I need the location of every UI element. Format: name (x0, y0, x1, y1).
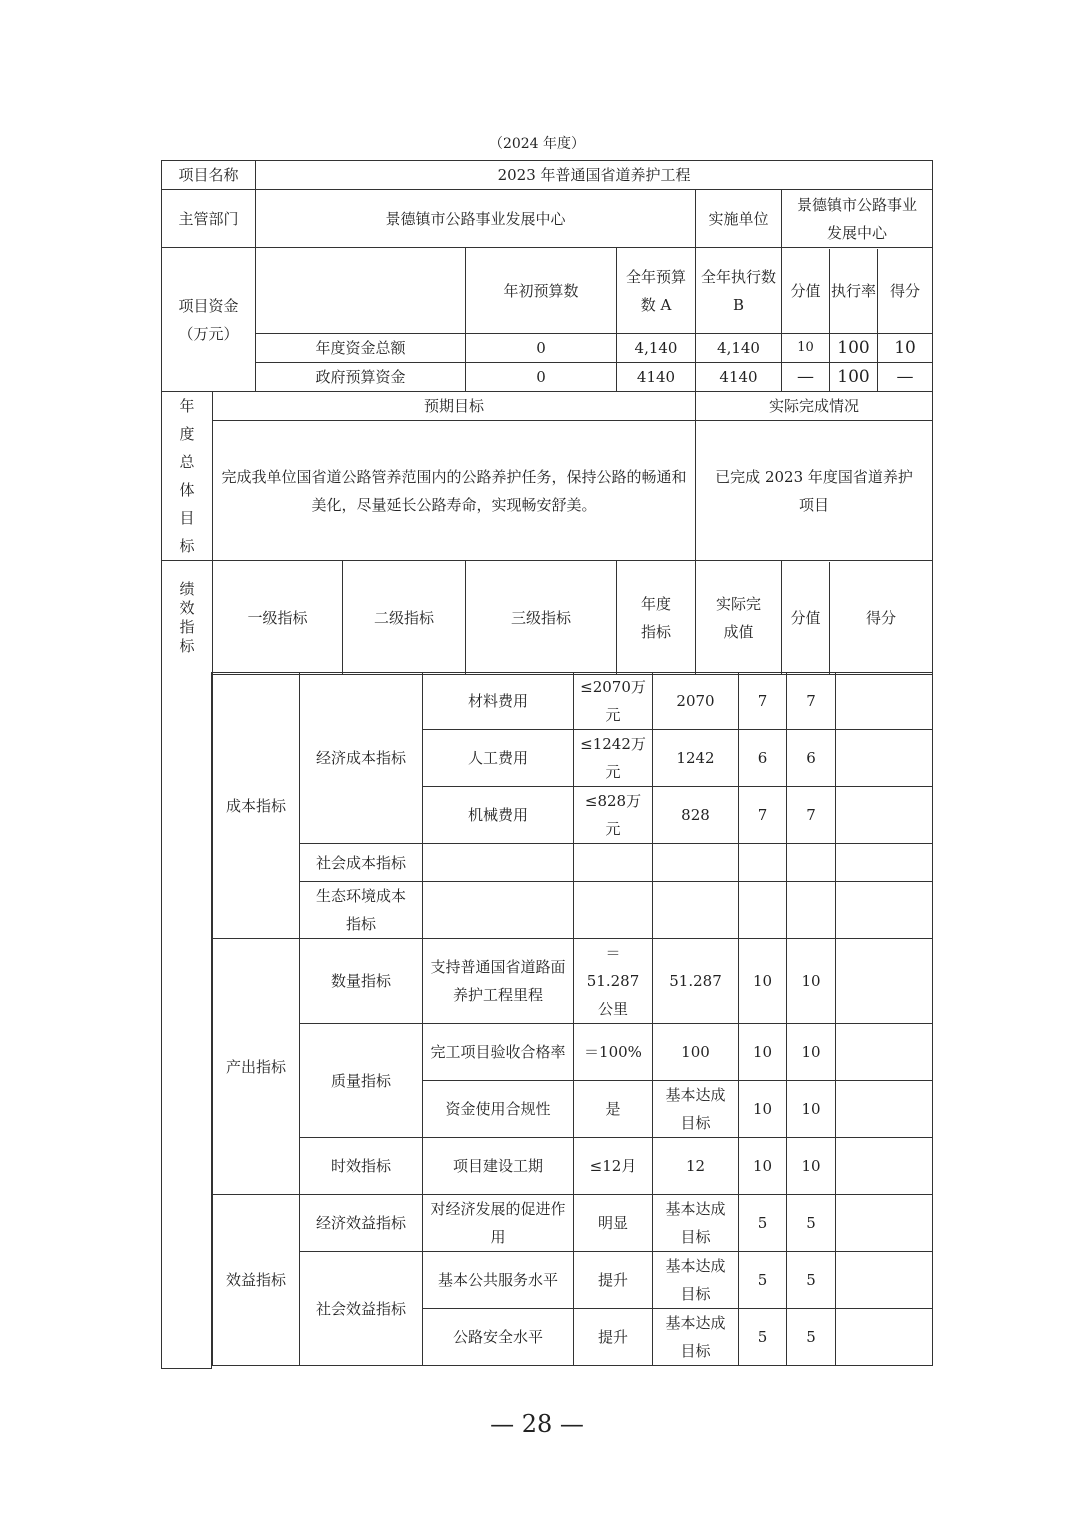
indicator-actual: 基本达成目标 (653, 1252, 739, 1309)
cost-eco: 生态环境成本指标 (300, 882, 423, 939)
empty-cell (836, 882, 933, 939)
funds-row-score-value: 10 (782, 334, 830, 362)
indicator-score: 10 (787, 1024, 836, 1081)
funds-row-annual: 4,140 (617, 334, 696, 363)
project-name-label: 项目名称 (162, 161, 256, 190)
indicator-target: ≤2070万元 (574, 673, 653, 730)
indicator-actual: 2070 (653, 673, 739, 730)
indicator-actual: 基本达成目标 (653, 1081, 739, 1138)
indicator-actual: 1242 (653, 730, 739, 787)
indicator-name: 材料费用 (423, 673, 574, 730)
funds-row-exec-rate: 100 (830, 334, 878, 362)
funds-header-scores (782, 248, 933, 334)
indicator-deviation (836, 1195, 933, 1252)
indicator-target: ≤12月 (574, 1138, 653, 1195)
indicator-name: 基本公共服务水平 (423, 1252, 574, 1309)
indicator-score-value: 7 (739, 787, 787, 844)
output-quantity: 数量指标 (300, 939, 423, 1024)
indicator-deviation (836, 1024, 933, 1081)
indicator-name: 项目建设工期 (423, 1138, 574, 1195)
indicator-target: ＝51.287公里 (574, 939, 653, 1024)
indicator-target: 明显 (574, 1195, 653, 1252)
indicator-score-value: 5 (739, 1195, 787, 1252)
indicator-target: 提升 (574, 1252, 653, 1309)
empty-cell (574, 882, 653, 939)
indicator-deviation (836, 1252, 933, 1309)
output-timeliness: 时效指标 (300, 1138, 423, 1195)
indicator-deviation (836, 1081, 933, 1138)
report-subtitle: （2024 年度） (488, 136, 586, 152)
empty-cell (653, 844, 739, 882)
empty-cell (653, 882, 739, 939)
indicator-deviation (836, 939, 933, 1024)
indicator-actual: 12 (653, 1138, 739, 1195)
funds-row-scores (782, 363, 933, 392)
indicator-actual: 基本达成目标 (653, 1309, 739, 1366)
indicator-name: 人工费用 (423, 730, 574, 787)
funds-row-name: 年度资金总额 (256, 334, 466, 363)
indicator-score-value: 10 (739, 939, 787, 1024)
cost-economic: 经济成本指标 (300, 673, 423, 844)
perf-header-scores (782, 561, 933, 675)
perf-header-target: 年度指标 (617, 561, 696, 675)
funds-row-executed: 4,140 (696, 334, 782, 363)
overall-expected-text: 完成我单位国省道公路管养范围内的公路养护任务，保持公路的畅通和美化，尽量延长公路寿命，实现畅安舒美。 (213, 421, 696, 561)
funds-row-score: 10 (894, 338, 916, 358)
performance-detail-table (212, 672, 933, 1366)
funds-label: 项目资金（万元） (162, 248, 256, 392)
empty-cell (423, 844, 574, 882)
indicator-actual: 828 (653, 787, 739, 844)
indicator-score-value: 5 (739, 1252, 787, 1309)
impl-label: 实施单位 (696, 190, 782, 248)
indicator-target: 提升 (574, 1309, 653, 1366)
funds-row-name: 政府预算资金 (256, 363, 466, 392)
indicator-name: 完工项目验收合格率 (423, 1024, 574, 1081)
output-quality: 质量指标 (300, 1024, 423, 1138)
indicator-deviation (836, 730, 933, 787)
cost-social: 社会成本指标 (300, 844, 423, 882)
indicator-actual: 51.287 (653, 939, 739, 1024)
funds-row-initial: 0 (466, 363, 617, 392)
perf-header-score-value: 分值 (782, 562, 830, 674)
funds-row-initial: 0 (466, 334, 617, 363)
indicator-score: 6 (787, 730, 836, 787)
indicator-score-value: 10 (739, 1024, 787, 1081)
overall-expected-header: 预期目标 (213, 392, 696, 421)
indicator-name: 机械费用 (423, 787, 574, 844)
benefit-economic: 经济效益指标 (300, 1195, 423, 1252)
output-level1: 产出指标 (213, 939, 300, 1195)
indicator-score: 10 (787, 1081, 836, 1138)
indicator-target: ＝100% (574, 1024, 653, 1081)
indicator-score-value: 5 (739, 1309, 787, 1366)
perf-label-text: 绩效指标 (179, 579, 195, 655)
funds-header-exec-rate: 执行率 (830, 249, 878, 333)
indicator-deviation (836, 673, 933, 730)
indicator-target: ≤1242万元 (574, 730, 653, 787)
funds-header-executed: 全年执行数 B (696, 248, 782, 334)
indicator-score: 5 (787, 1252, 836, 1309)
indicator-score: 10 (787, 939, 836, 1024)
indicator-score: 10 (787, 1138, 836, 1195)
indicator-score-value: 7 (739, 673, 787, 730)
benefit-social: 社会效益指标 (300, 1252, 423, 1366)
indicator-deviation (836, 1138, 933, 1195)
funds-header-score: 得分 (890, 281, 921, 300)
funds-row-executed: 4140 (696, 363, 782, 392)
indicator-score: 7 (787, 673, 836, 730)
funds-header-score-value: 分值 (782, 249, 830, 333)
benefit-level1: 效益指标 (213, 1195, 300, 1366)
dept-value: 景德镇市公路事业发展中心 (256, 190, 696, 248)
funds-row-scores (782, 334, 933, 363)
indicator-score: 5 (787, 1309, 836, 1366)
funds-header-annual: 全年预算数 A (617, 248, 696, 334)
overall-label (162, 392, 213, 561)
perf-header-level3: 三级指标 (466, 561, 617, 675)
indicator-score: 7 (787, 787, 836, 844)
empty-cell (423, 882, 574, 939)
indicator-score-value: 10 (739, 1138, 787, 1195)
project-name-value: 2023 年普通国省道养护工程 (256, 161, 933, 190)
cost-level1: 成本指标 (213, 673, 300, 939)
performance-table (161, 160, 933, 675)
indicator-actual: 100 (653, 1024, 739, 1081)
empty-cell (787, 882, 836, 939)
indicator-name: 资金使用合规性 (423, 1081, 574, 1138)
indicator-deviation (836, 787, 933, 844)
empty-cell (787, 844, 836, 882)
funds-row-score-value: — (782, 363, 830, 391)
indicator-score-value: 10 (739, 1081, 787, 1138)
empty-cell (836, 844, 933, 882)
perf-header-level1: 一级指标 (213, 561, 343, 675)
perf-label (162, 561, 213, 675)
perf-header-level2: 二级指标 (343, 561, 466, 675)
funds-header-initial: 年初预算数 (466, 248, 617, 334)
indicator-target: ≤828万元 (574, 787, 653, 844)
indicator-name: 公路安全水平 (423, 1309, 574, 1366)
funds-row-exec-rate: 100 (830, 363, 878, 391)
indicator-score-value: 6 (739, 730, 787, 787)
empty-cell (739, 844, 787, 882)
overall-actual-text: 已完成 2023 年度国省道养护项目 (696, 421, 933, 561)
indicator-actual: 基本达成目标 (653, 1195, 739, 1252)
indicator-score: 5 (787, 1195, 836, 1252)
perf-label-strip (161, 672, 212, 1369)
overall-actual-header: 实际完成情况 (696, 392, 933, 421)
empty-cell (574, 844, 653, 882)
dept-label: 主管部门 (162, 190, 256, 248)
impl-value: 景德镇市公路事业发展中心 (782, 190, 933, 248)
indicator-target: 是 (574, 1081, 653, 1138)
empty-cell (739, 882, 787, 939)
perf-header-score: 得分 (866, 608, 897, 627)
page-number: — 28 — (490, 1410, 584, 1438)
funds-row-annual: 4140 (617, 363, 696, 392)
overall-label-text: 年度总体目标 (179, 397, 195, 555)
funds-header-blank (256, 248, 466, 334)
indicator-deviation (836, 1309, 933, 1366)
indicator-name: 对经济发展的促进作用 (423, 1195, 574, 1252)
perf-header-actual: 实际完成值 (696, 561, 782, 675)
funds-row-score: — (896, 367, 914, 387)
indicator-name: 支持普通国省道路面养护工程里程 (423, 939, 574, 1024)
